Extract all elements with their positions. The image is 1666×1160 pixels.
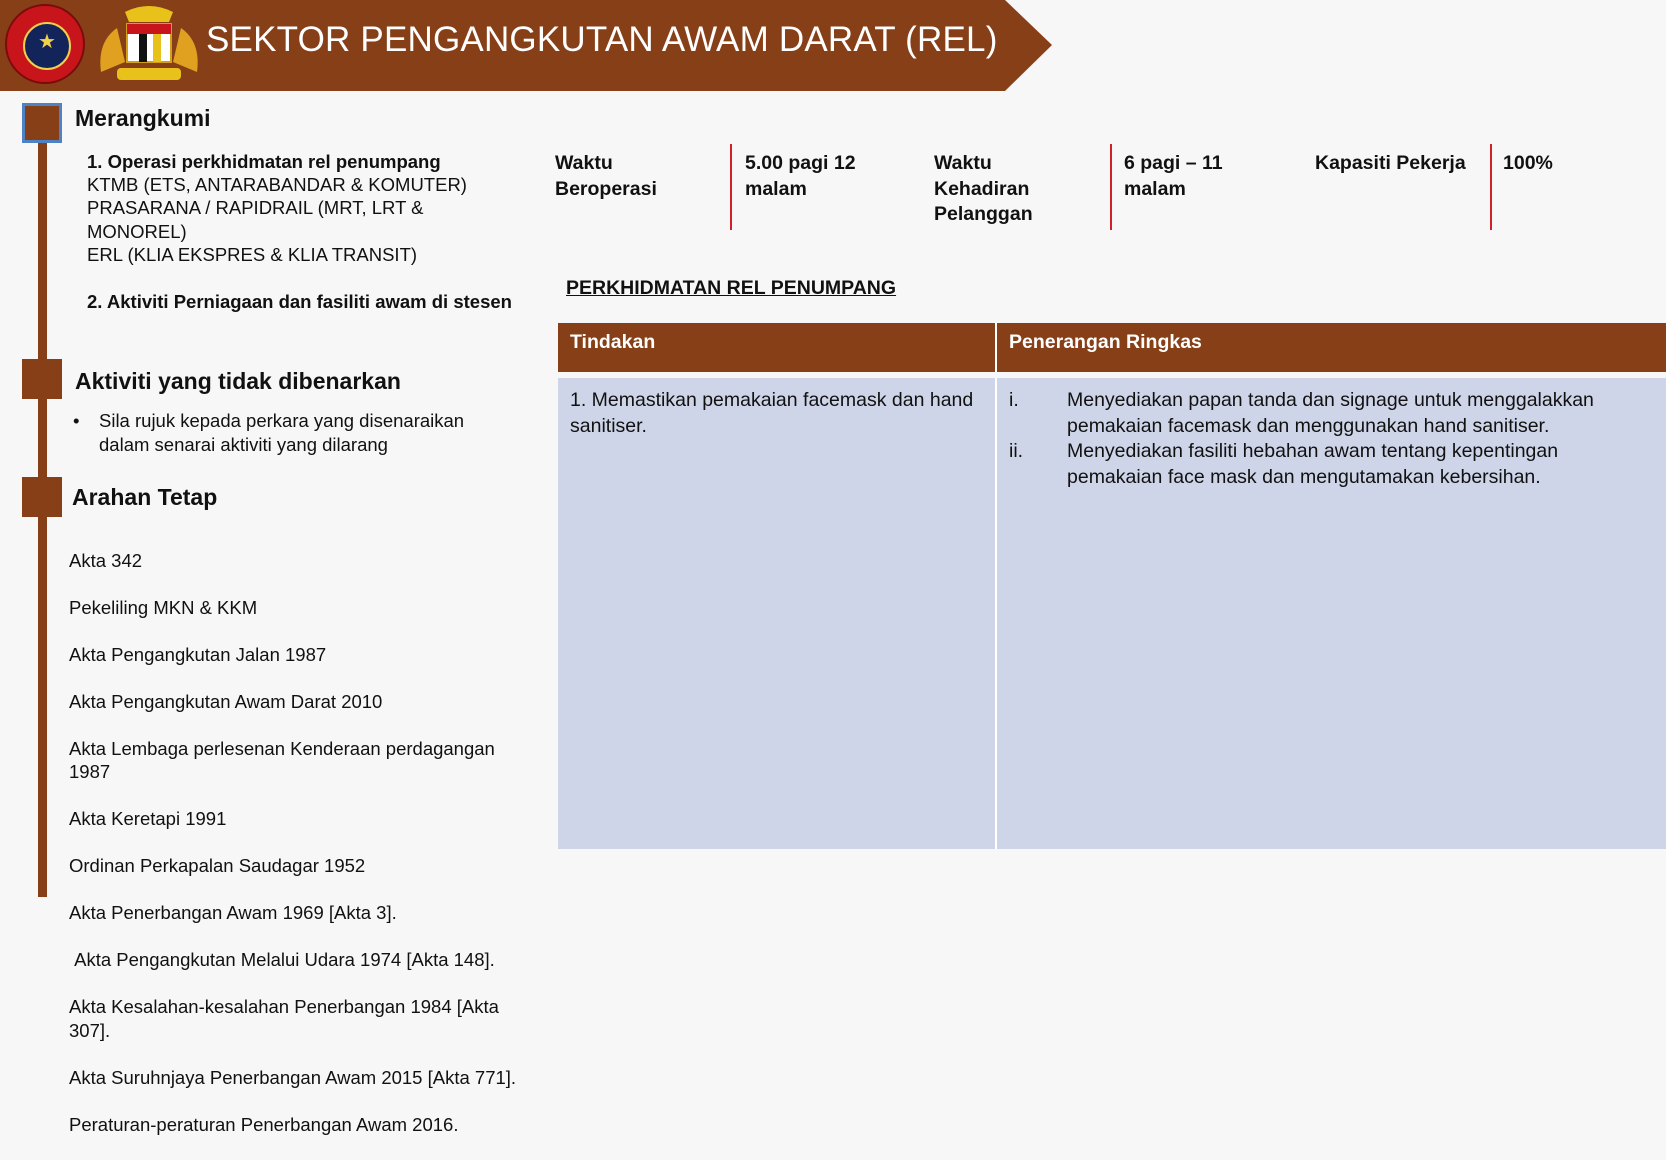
- merangkumi-heading: Merangkumi: [75, 105, 211, 131]
- prohibited-heading: Aktiviti yang tidak dibenarkan: [75, 368, 401, 394]
- description-number: ii.: [1009, 440, 1024, 462]
- column-header-action: Tindakan: [558, 323, 996, 375]
- list-item: Akta Pengangkutan Awam Darat 2010: [69, 690, 383, 712]
- prohibited-bullet-text: Sila rujuk kepada perkara yang disenaraikan dalam senarai aktiviti yang dilarang: [99, 410, 465, 455]
- operating-hours-value: 5.00 pagi 12 malam: [745, 152, 856, 200]
- list-item: Akta Pengangkutan Melalui Udara 1974 [Akta 148].: [69, 949, 495, 970]
- description-item: [1009, 439, 1654, 490]
- description-cell: [996, 375, 1666, 849]
- service-section-title: PERKHIDMATAN REL PENUMPANG: [566, 277, 897, 299]
- divider: [730, 144, 732, 230]
- merangkumi-item1-line1: KTMB (ETS, ANTARABANDAR & KOMUTER): [87, 174, 467, 195]
- merangkumi-item2-title: 2. Aktiviti Perniagaan dan fasiliti awam di stesen: [87, 291, 512, 312]
- column-header-description: Penerangan Ringkas: [996, 323, 1666, 375]
- list-item: Akta Pengangkutan Jalan 1987: [69, 643, 327, 665]
- divider: [1490, 144, 1492, 230]
- merangkumi-item1-line3: ERL (KLIA EKSPRES & KLIA TRANSIT): [87, 244, 418, 265]
- timeline-marker-merangkumi: [22, 103, 62, 143]
- table-header-row: [558, 323, 1666, 375]
- list-item: Ordinan Perkapalan Saudagar 1952: [69, 855, 366, 876]
- description-text: Menyediakan papan tanda dan signage untuk menggalakkan pemakaian facemask dan menggunakan hand sanitiser.: [1067, 389, 1594, 437]
- capacity-value: 100%: [1503, 152, 1553, 174]
- list-item: Akta Kesalahan-kesalahan Penerbangan 1984 [Akta 307].: [69, 996, 505, 1041]
- description-item: [1009, 388, 1654, 439]
- divider: [1110, 144, 1112, 230]
- page-title: SEKTOR PENGANGKUTAN AWAM DARAT (REL): [206, 20, 998, 59]
- nsc-logo: [5, 4, 85, 84]
- coat-of-arms-logo: [95, 2, 203, 86]
- action-text: 1. Memastikan pemakaian facemask dan hand sanitiser.: [570, 389, 974, 437]
- list-item: Pekeliling MKN & KKM: [69, 596, 258, 618]
- customer-hours-value: 6 pagi – 11 malam: [1124, 152, 1223, 200]
- actions-table: [558, 323, 1666, 849]
- merangkumi-item1-title: 1. Operasi perkhidmatan rel penumpang: [87, 151, 441, 172]
- list-item: Akta Suruhnjaya Penerbangan Awam 2015 [Akta 771].: [69, 1066, 517, 1088]
- capacity-label: Kapasiti Pekerja: [1315, 152, 1466, 174]
- list-item: Akta Penerbangan Awam 1969 [Akta 3].: [69, 902, 397, 923]
- timeline-marker-standing-orders: [22, 477, 62, 517]
- description-number: i.: [1009, 389, 1019, 411]
- list-item: Akta Lembaga perlesenan Kenderaan perdagangan 1987: [69, 737, 500, 782]
- customer-hours-label: Waktu Kehadiran Pelanggan: [934, 152, 1033, 225]
- list-item: Peraturan-peraturan Penerbangan Awam 2016.: [69, 1113, 459, 1135]
- table-row: [558, 375, 1666, 849]
- standing-orders-list: [69, 525, 529, 1160]
- action-cell: [558, 375, 996, 849]
- description-text: Menyediakan fasiliti hebahan awam tentang kepentingan pemakaian face mask dan mengutamakan kebersihan.: [1067, 440, 1559, 488]
- list-item: Akta 342: [69, 549, 143, 571]
- prohibited-bullet-icon: •: [73, 410, 80, 431]
- timeline-marker-prohibited: [22, 359, 62, 399]
- merangkumi-item1-line2: PRASARANA / RAPIDRAIL (MRT, LRT & MONOREL): [87, 197, 424, 242]
- operating-hours-label: Waktu Beroperasi: [555, 152, 657, 200]
- list-item: Akta Keretapi 1991: [69, 808, 227, 829]
- nsc-logo-emblem: ★: [23, 22, 71, 70]
- standing-orders-heading: Arahan Tetap: [72, 484, 218, 510]
